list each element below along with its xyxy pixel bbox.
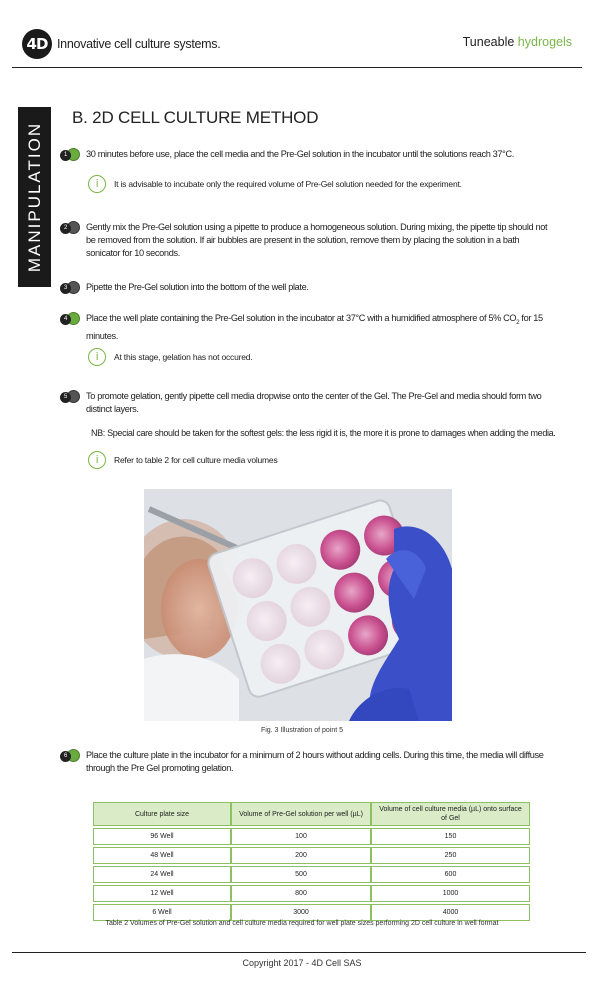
- info-icon: i: [88, 348, 106, 366]
- step-3-text: Pipette the Pre-Gel solution into the bottom of the well plate.: [86, 282, 309, 292]
- step-number: 1: [60, 150, 71, 161]
- table-cell: 6 Well: [93, 904, 231, 921]
- step-2-text: Gently mix the Pre-Gel solution using a pipette to produce a homogeneous solution. During mixing, the pipette tip should not be removed from the solution. If air bubbles are present in the solution, remove them by placing the solution in a bath sonicator for 10 seconds.: [86, 222, 548, 258]
- page-header: [0, 0, 604, 68]
- header-divider: [12, 67, 582, 68]
- step-4-text: [86, 312, 554, 343]
- step-6-text: Place the culture plate in the incubator for a minimum of 2 hours without adding cells. During this time, the media will diffuse through the Pre Gel promoting gelation.: [86, 750, 544, 773]
- table-cell: 3000: [231, 904, 371, 921]
- tagline: Innovative cell culture systems.: [57, 37, 221, 51]
- table-cell: 48 Well: [93, 847, 231, 864]
- step-4-text-b: for 15 minutes.: [86, 313, 543, 341]
- step-6-badge: [60, 749, 80, 763]
- step-2-badge: [60, 221, 80, 235]
- info-icon: i: [88, 175, 106, 193]
- footer-divider: [12, 952, 586, 953]
- product-line-word-2: hydrogels: [517, 35, 572, 49]
- table-header-cell: Volume of Pre-Gel solution per well (µL): [231, 802, 371, 826]
- step-number: 3: [60, 283, 71, 294]
- info-icon: i: [88, 451, 106, 469]
- table-cell: 600: [371, 866, 530, 883]
- step-1-badge: [60, 148, 80, 162]
- step-1-text: 30 minutes before use, place the cell media and the Pre-Gel solution in the incubator until the solutions reach 37°C.: [86, 149, 514, 159]
- note-3-text: Refer to table 2 for cell culture media volumes: [114, 455, 278, 465]
- step-number: 2: [60, 223, 71, 234]
- table-cell: 150: [371, 828, 530, 845]
- section-title: B. 2D CELL CULTURE METHOD: [72, 108, 319, 127]
- table-header-cell: Volume of cell culture media (µL) onto surface of Gel: [371, 802, 530, 826]
- step-4-badge: [60, 312, 80, 326]
- step-3-badge: [60, 281, 80, 295]
- table-cell: 12 Well: [93, 885, 231, 902]
- step-number: 5: [60, 392, 71, 403]
- volume-table: [93, 800, 530, 923]
- table-cell: 24 Well: [93, 866, 231, 883]
- lab-photo: [144, 489, 452, 721]
- table-cell: 4000: [371, 904, 530, 921]
- table-cell: 500: [231, 866, 371, 883]
- table-cell: 100: [231, 828, 371, 845]
- table-header-cell: Culture plate size: [93, 802, 231, 826]
- side-tab-label: MANIPULATION: [24, 121, 44, 273]
- step-5-text: To promote gelation, gently pipette cell media dropwise onto the center of the Gel. The Pre-Gel and media should form two distinct layers.: [86, 391, 542, 414]
- section-side-tab: [18, 107, 51, 287]
- table-caption: Table 2 Volumes of Pre-Gel solution and cell culture media required for well plate sizes performing 2D cell culture in well format: [105, 920, 499, 927]
- step-4-text-a: Place the well plate containing the Pre-Gel solution in the incubator at 37°C with a humidified atmosphere of 5% CO: [86, 313, 517, 323]
- table-cell: 96 Well: [93, 828, 231, 845]
- table-row: [93, 847, 530, 864]
- table-cell: 800: [231, 885, 371, 902]
- note-2-text: At this stage, gelation has not occured.: [114, 352, 253, 362]
- table-cell: 250: [371, 847, 530, 864]
- table-header-row: [93, 802, 530, 826]
- table-cell: 200: [231, 847, 371, 864]
- product-line-word-1: Tuneable: [462, 35, 515, 49]
- table-row: [93, 866, 530, 883]
- table-row: [93, 885, 530, 902]
- table-row: [93, 828, 530, 845]
- co2-subscript: 2: [516, 319, 520, 326]
- nb-note: NB: Special care should be taken for the softest gels: the less rigid it is, the more it is prone to damages when adding the media.: [91, 428, 556, 438]
- step-number: 4: [60, 314, 71, 325]
- copyright: Copyright 2017 - 4D Cell SAS: [242, 958, 362, 968]
- note-1-text: It is advisable to incubate only the required volume of Pre-Gel solution needed for the experiment.: [114, 179, 462, 189]
- table-cell: 1000: [371, 885, 530, 902]
- product-line: [463, 35, 572, 49]
- step-number: 6: [60, 751, 71, 762]
- table-row: [93, 904, 530, 921]
- figure-caption: Fig. 3 Illustration of point 5: [260, 727, 344, 734]
- step-5-badge: [60, 390, 80, 404]
- company-logo: 4D: [22, 29, 52, 59]
- lab-photo-illustration: [144, 489, 452, 721]
